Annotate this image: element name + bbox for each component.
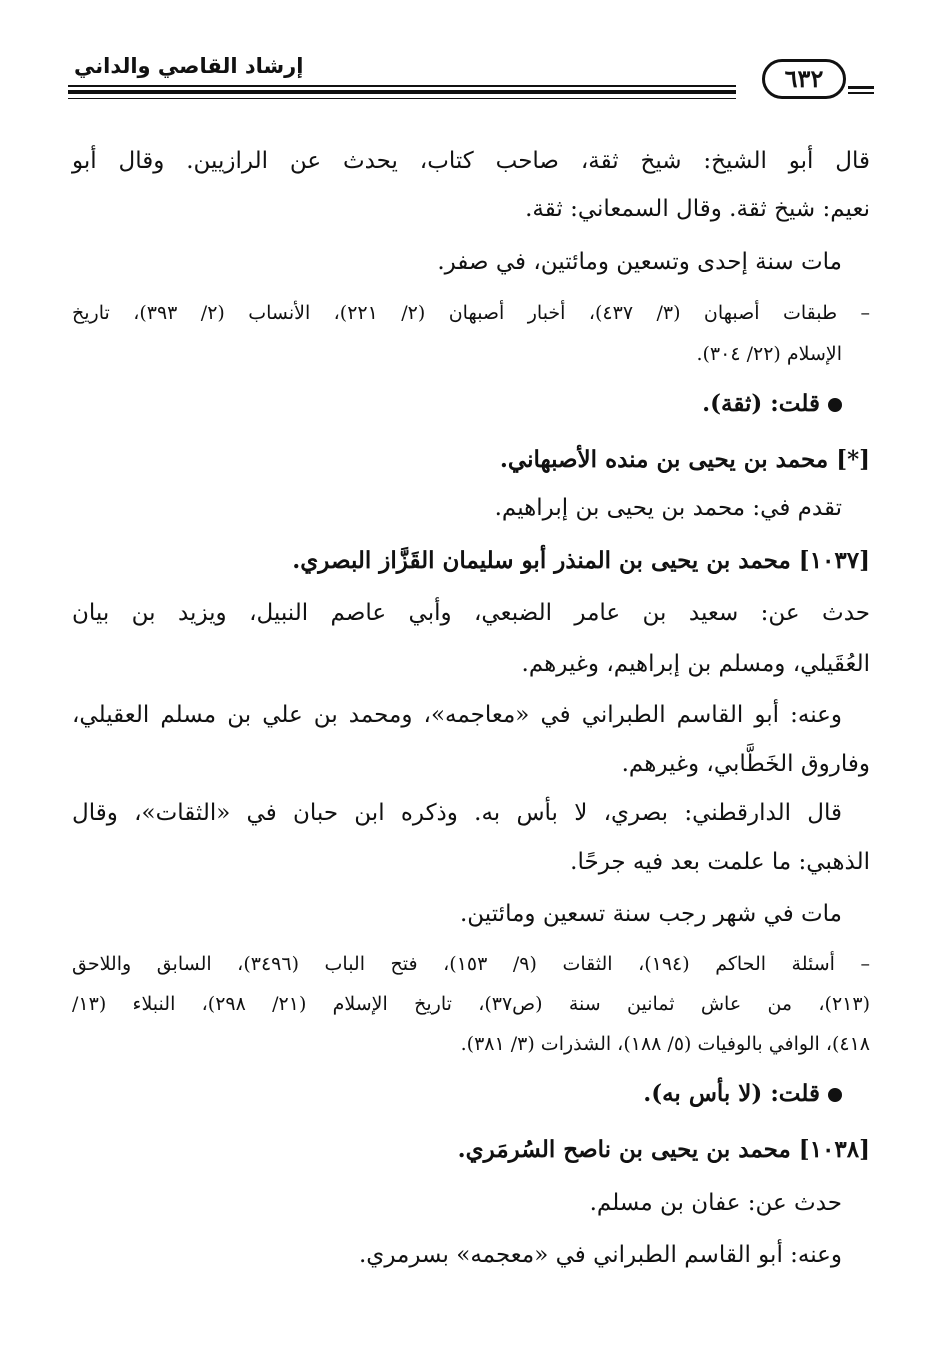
paragraph-line: مات سنة إحدى وتسعين ومائتين، في صفر. bbox=[437, 249, 842, 275]
bullet-icon bbox=[828, 398, 842, 412]
reference-line: الإسلام (٢٢/ ٣٠٤). bbox=[696, 343, 842, 365]
reference-line: ٤١٨)، الوافي بالوفيات (٥/ ١٨٨)، الشذرات (٣/ ٣٨١). bbox=[460, 1033, 870, 1055]
paragraph-line: مات في شهر رجب سنة تسعين ومائتين. bbox=[459, 901, 842, 927]
entry-heading: [١٠٣٧] محمد بن يحيى بن المنذر أبو سليمان القَزَّاز البصري. bbox=[292, 547, 870, 574]
book-title: إرشاد القاصي والداني bbox=[74, 54, 304, 78]
entry-heading: [*] محمد بن يحيى بن منده الأصبهاني. bbox=[499, 446, 870, 473]
paragraph-line: العُقَيلي، ومسلم بن إبراهيم، وغيرهم. bbox=[521, 651, 870, 677]
header-rule bbox=[68, 85, 736, 87]
paragraph-line: وعنه: أبو القاسم الطبراني في «معجمه» بسرمري. bbox=[359, 1242, 842, 1268]
reference-line: (٢١٣)، من عاش ثمانين سنة (ص٣٧)، تاريخ الإسلام (٢١/ ٢٩٨)، النبلاء (١٣/ bbox=[72, 993, 870, 1015]
bullet-icon bbox=[828, 1088, 842, 1102]
reference-line: – طبقات أصبهان (٣/ ٤٣٧)، أخبار أصبهان (٢/ ٢٢١)، الأنساب (٢/ ٣٩٣)، تاريخ bbox=[72, 302, 870, 324]
paragraph-line: نعيم: شيخ ثقة. وقال السمعاني: ثقة. bbox=[525, 196, 870, 222]
verdict-text: قلت: (لا بأس به). bbox=[643, 1080, 820, 1107]
paragraph-line: الذهبي: ما علمت بعد فيه جرحًا. bbox=[570, 849, 870, 875]
paragraph-line: قال الدارقطني: بصري، لا بأس به. وذكره ابن حبان في «الثقات»، وقال bbox=[72, 800, 842, 826]
header-rule bbox=[68, 90, 736, 94]
verdict-text: قلت: (ثقة). bbox=[702, 390, 820, 417]
page-number: ٦٣٢ bbox=[762, 59, 846, 99]
verdict-line bbox=[72, 390, 842, 417]
entry-heading: [١٠٣٨] محمد بن يحيى بن ناصح السُرمَري. bbox=[457, 1136, 870, 1163]
paragraph-line: قال أبو الشيخ: شيخ ثقة، صاحب كتاب، يحدث عن الرازيين. وقال أبو bbox=[72, 148, 870, 174]
running-header bbox=[68, 48, 874, 106]
verdict-line bbox=[72, 1080, 842, 1107]
header-rule bbox=[848, 92, 874, 94]
paragraph-line: حدث عن: سعيد بن عامر الضبعي، وأبي عاصم النبيل، ويزيد بن بيان bbox=[72, 600, 870, 626]
paragraph-line: تقدم في: محمد بن يحيى بن إبراهيم. bbox=[494, 495, 842, 521]
header-rule bbox=[68, 98, 736, 99]
paragraph-line: وفاروق الخَطَّابي، وغيرهم. bbox=[621, 751, 870, 777]
reference-line: – أسئلة الحاكم (١٩٤)، الثقات (٩/ ١٥٣)، فتح الباب (٣٤٩٦)، السابق واللاحق bbox=[72, 953, 870, 975]
paragraph-line: حدث عن: عفان بن مسلم. bbox=[589, 1190, 842, 1216]
paragraph-line: وعنه: أبو القاسم الطبراني في «معاجمه»، ومحمد بن علي بن مسلم العقيلي، bbox=[72, 702, 842, 728]
header-rule bbox=[848, 86, 874, 89]
